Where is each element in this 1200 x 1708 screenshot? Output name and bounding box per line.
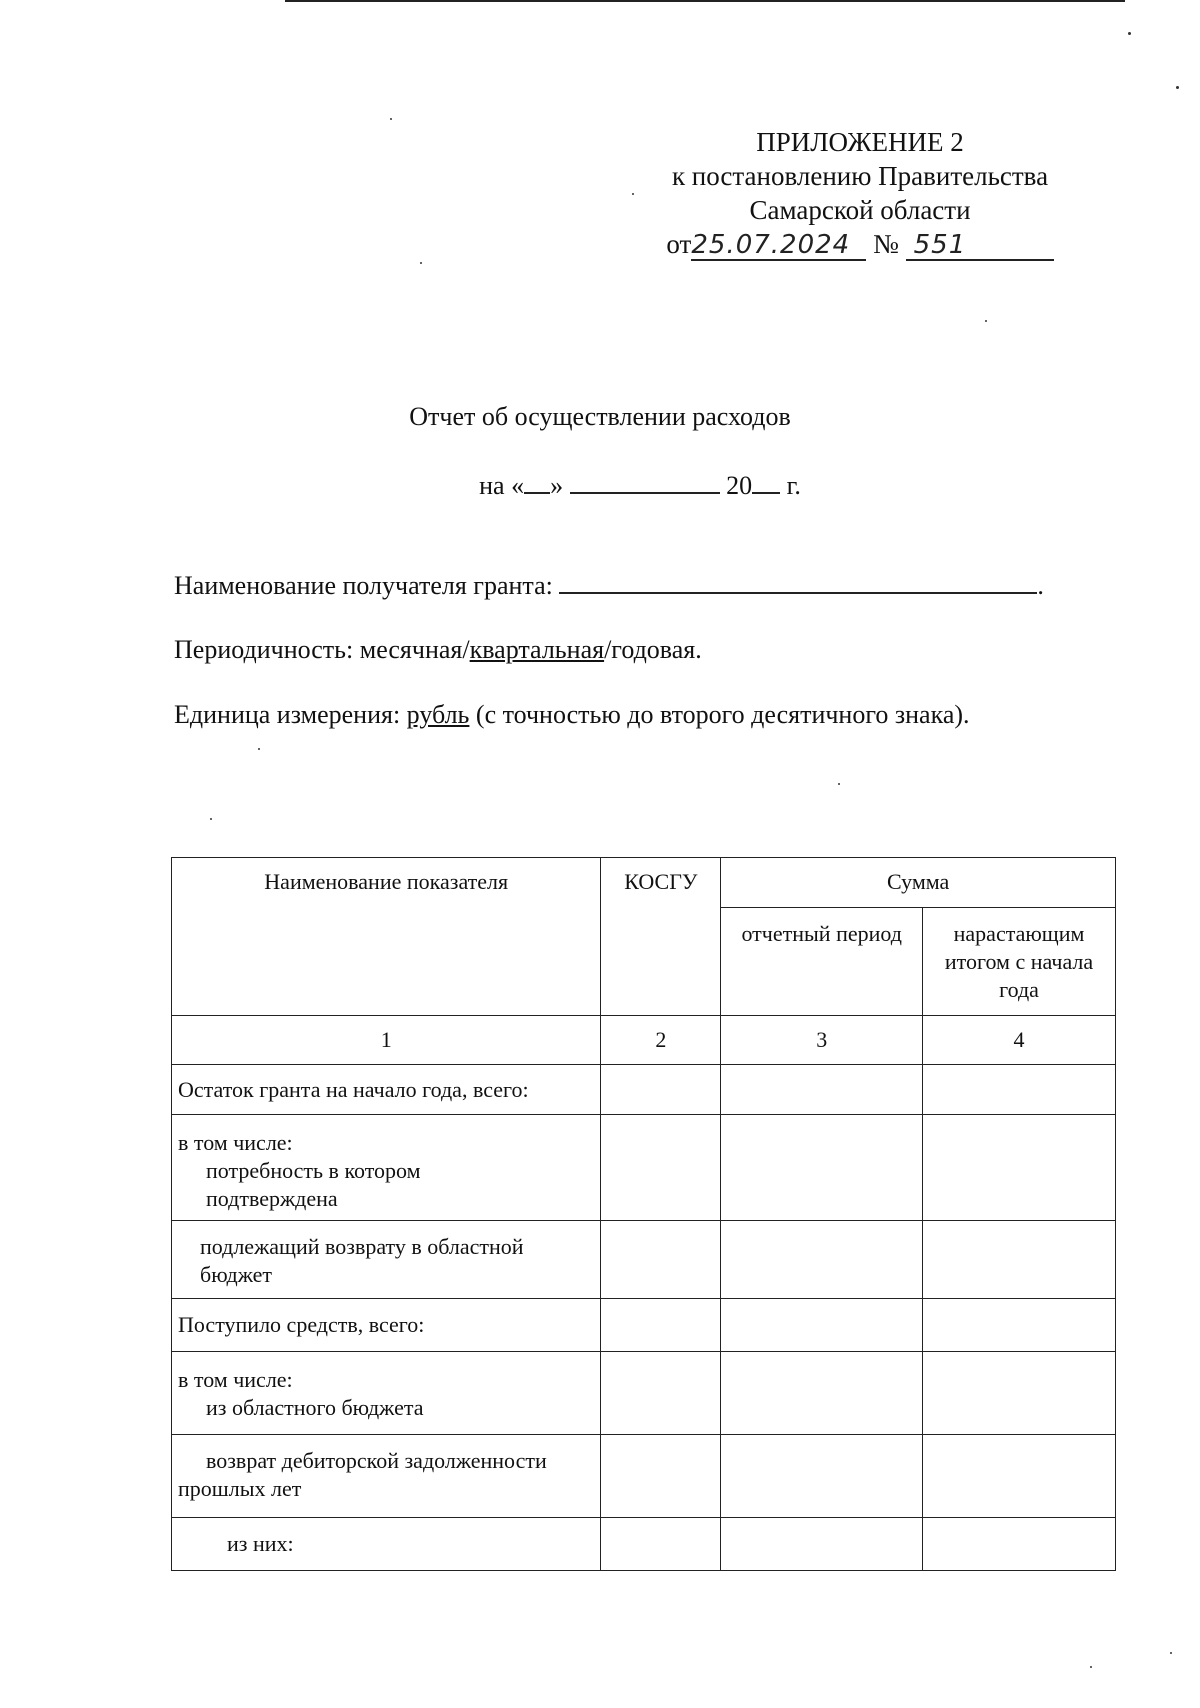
kosgu-cell[interactable] — [601, 1435, 721, 1518]
periodicity-quarterly: квартальная — [469, 635, 605, 664]
header-cumulative: нарастающим итогом с начала года — [923, 908, 1116, 1016]
column-number: 1 — [172, 1016, 601, 1065]
unit-label: Единица измерения: — [174, 700, 401, 729]
row-label: в том числе: из областного бюджета — [172, 1352, 601, 1435]
report-date-line — [0, 470, 1200, 501]
header-sum: Сумма — [721, 858, 1116, 908]
top-border-line — [285, 0, 1125, 2]
unit-field — [174, 700, 970, 730]
day-blank — [524, 470, 550, 494]
periodicity-field — [174, 635, 702, 665]
kosgu-cell[interactable] — [601, 1518, 721, 1571]
period-cell[interactable] — [721, 1518, 923, 1571]
table-row — [172, 1299, 1116, 1352]
appendix-block — [640, 125, 1080, 261]
appendix-region: Самарской области — [749, 195, 971, 225]
scan-speck — [1090, 1666, 1092, 1668]
kosgu-cell[interactable] — [601, 1352, 721, 1435]
period-cell[interactable] — [721, 1221, 923, 1299]
periodicity-label: Периодичность: — [174, 635, 354, 664]
recipient-end: . — [1037, 571, 1044, 600]
header-reporting-period: отчетный период — [721, 908, 923, 1016]
kosgu-cell[interactable] — [601, 1115, 721, 1221]
cumulative-cell[interactable] — [923, 1518, 1116, 1571]
column-number: 4 — [923, 1016, 1116, 1065]
report-title: Отчет об осуществлении расходов — [409, 402, 791, 431]
scan-speck — [838, 783, 840, 785]
date-prefix: на « — [479, 471, 525, 500]
row-label: Поступило средств, всего: — [172, 1299, 601, 1352]
year-prefix: 20 — [726, 471, 753, 500]
table-row — [172, 1518, 1116, 1571]
periodicity-monthly: месячная/ — [359, 635, 470, 664]
appendix-date-number — [666, 227, 1053, 261]
period-cell[interactable] — [721, 1352, 923, 1435]
number-label: № — [873, 229, 899, 259]
scan-speck — [985, 320, 987, 322]
year-blank — [752, 470, 780, 494]
scan-speck — [632, 193, 634, 195]
table-row — [172, 1065, 1116, 1115]
header-indicator-name: Наименование показателя — [172, 858, 601, 1016]
periodicity-yearly: /годовая. — [604, 635, 702, 664]
period-cell[interactable] — [721, 1115, 923, 1221]
kosgu-cell[interactable] — [601, 1299, 721, 1352]
recipient-blank — [559, 570, 1037, 594]
kosgu-cell[interactable] — [601, 1065, 721, 1115]
unit-note: (с точностью до второго десятичного знака). — [475, 700, 970, 729]
cumulative-cell[interactable] — [923, 1115, 1116, 1221]
scan-speck — [1128, 32, 1131, 35]
scan-speck — [420, 262, 422, 264]
unit-value: рубль — [406, 700, 470, 729]
scan-speck — [258, 748, 260, 750]
table-row — [172, 1221, 1116, 1299]
cumulative-cell[interactable] — [923, 1065, 1116, 1115]
table-row — [172, 1435, 1116, 1518]
row-label: возврат дебиторской задолженности прошлых лет — [172, 1435, 601, 1518]
cumulative-cell[interactable] — [923, 1435, 1116, 1518]
from-label: от — [666, 229, 692, 259]
table-column-numbers — [172, 1016, 1116, 1065]
date-mid: » — [550, 471, 564, 500]
period-cell[interactable] — [721, 1299, 923, 1352]
row-label: Остаток гранта на начало года, всего: — [172, 1065, 601, 1115]
column-number: 2 — [601, 1016, 721, 1065]
table-row — [172, 1352, 1116, 1435]
period-cell[interactable] — [721, 1435, 923, 1518]
cumulative-cell[interactable] — [923, 1221, 1116, 1299]
scan-speck — [390, 118, 392, 120]
scan-speck — [210, 818, 212, 820]
month-blank — [570, 470, 720, 494]
row-label: в том числе: потребность в котором подтверждена — [172, 1115, 601, 1221]
row-label: подлежащий возврату в областной бюджет — [172, 1221, 601, 1299]
handwritten-number: 551 — [913, 230, 967, 260]
appendix-resolution: к постановлению Правительства — [671, 161, 1049, 191]
year-suffix: г. — [786, 471, 801, 500]
column-number: 3 — [721, 1016, 923, 1065]
recipient-field — [174, 570, 1044, 601]
cumulative-cell[interactable] — [923, 1352, 1116, 1435]
table-header-row — [172, 858, 1116, 908]
expenses-table — [171, 857, 1116, 1571]
header-kosgu: КОСГУ — [601, 858, 721, 1016]
scan-speck — [1176, 86, 1179, 89]
row-label: из них: — [172, 1518, 601, 1571]
handwritten-date: 25.07.2024 — [691, 230, 851, 260]
scan-speck — [1170, 1652, 1172, 1654]
table-row — [172, 1115, 1116, 1221]
period-cell[interactable] — [721, 1065, 923, 1115]
kosgu-cell[interactable] — [601, 1221, 721, 1299]
cumulative-cell[interactable] — [923, 1299, 1116, 1352]
recipient-label: Наименование получателя гранта: — [174, 571, 553, 600]
appendix-title: ПРИЛОЖЕНИЕ 2 — [756, 127, 964, 157]
